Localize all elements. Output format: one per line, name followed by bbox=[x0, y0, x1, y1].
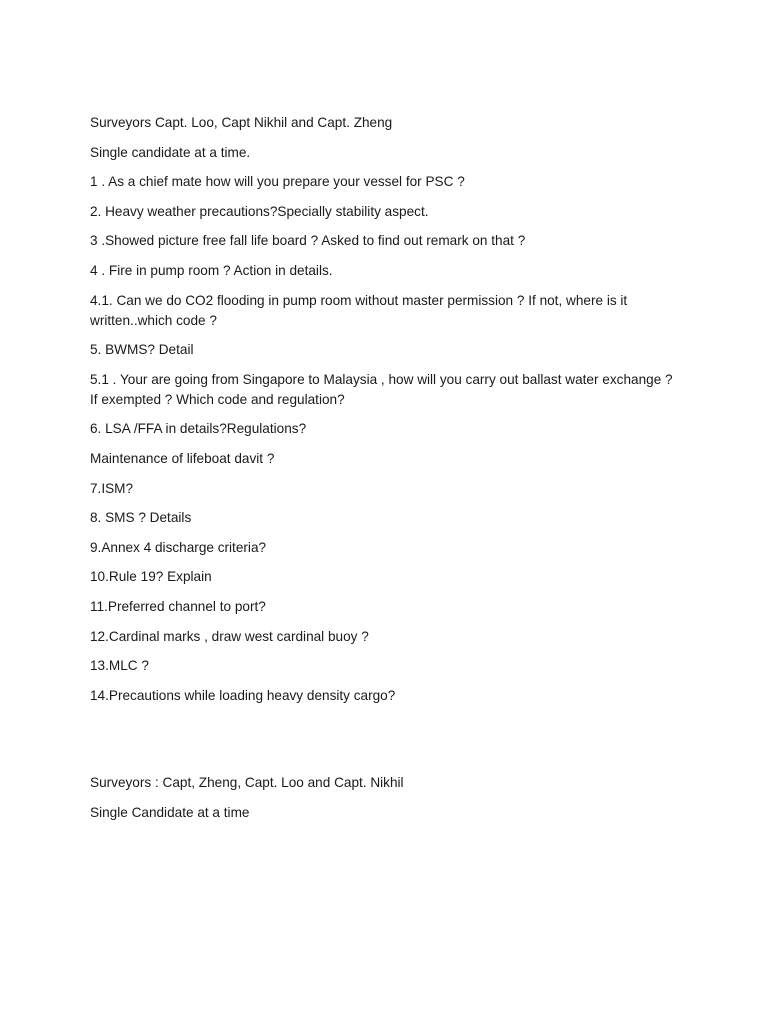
question-item: 6. LSA /FFA in details?Regulations? bbox=[90, 421, 307, 437]
question-item: 4 . Fire in pump room ? Action in details. bbox=[90, 262, 333, 278]
question-item: 13.MLC ? bbox=[90, 658, 149, 674]
question-item: Maintenance of lifeboat davit ? bbox=[90, 450, 275, 466]
question-item: 2. Heavy weather precautions?Specially stability aspect. bbox=[90, 203, 429, 219]
question-item: 10.Rule 19? Explain bbox=[90, 569, 212, 585]
section1-heading: Surveyors Capt. Loo, Capt Nikhil and Capt. Zheng bbox=[90, 115, 393, 130]
question-item: 14.Precautions while loading heavy density cargo? bbox=[90, 687, 396, 703]
section2-heading: Surveyors : Capt, Zheng, Capt. Loo and Capt. Nikhil bbox=[90, 775, 404, 791]
question-item: 4.1. Can we do CO2 flooding in pump room without master permission ? If not, where is it written..which code ? bbox=[90, 292, 628, 328]
section-spacer bbox=[90, 715, 680, 773]
question-item: 9.Annex 4 discharge criteria? bbox=[90, 539, 267, 555]
question-item: 1 . As a chief mate how will you prepare your vessel for PSC ? bbox=[90, 174, 465, 190]
question-item: 11.Preferred channel to port? bbox=[90, 598, 266, 614]
document-body bbox=[90, 113, 680, 832]
question-item: 8. SMS ? Details bbox=[90, 510, 192, 526]
section1-subheading: Single candidate at a time. bbox=[90, 144, 251, 160]
question-item: 7.ISM? bbox=[90, 480, 134, 496]
question-item: 5. BWMS? Detail bbox=[90, 342, 194, 358]
question-item: 5.1 . Your are going from Singapore to Malaysia , how will you carry out ballast water exchange ? If exempted ? Which code and regulation? bbox=[90, 371, 673, 407]
question-item: 12.Cardinal marks , draw west cardinal buoy ? bbox=[90, 628, 369, 644]
question-item: 3 .Showed picture free fall life board ? Asked to find out remark on that ? bbox=[90, 233, 526, 249]
section2-subheading: Single Candidate at a time bbox=[90, 804, 250, 820]
